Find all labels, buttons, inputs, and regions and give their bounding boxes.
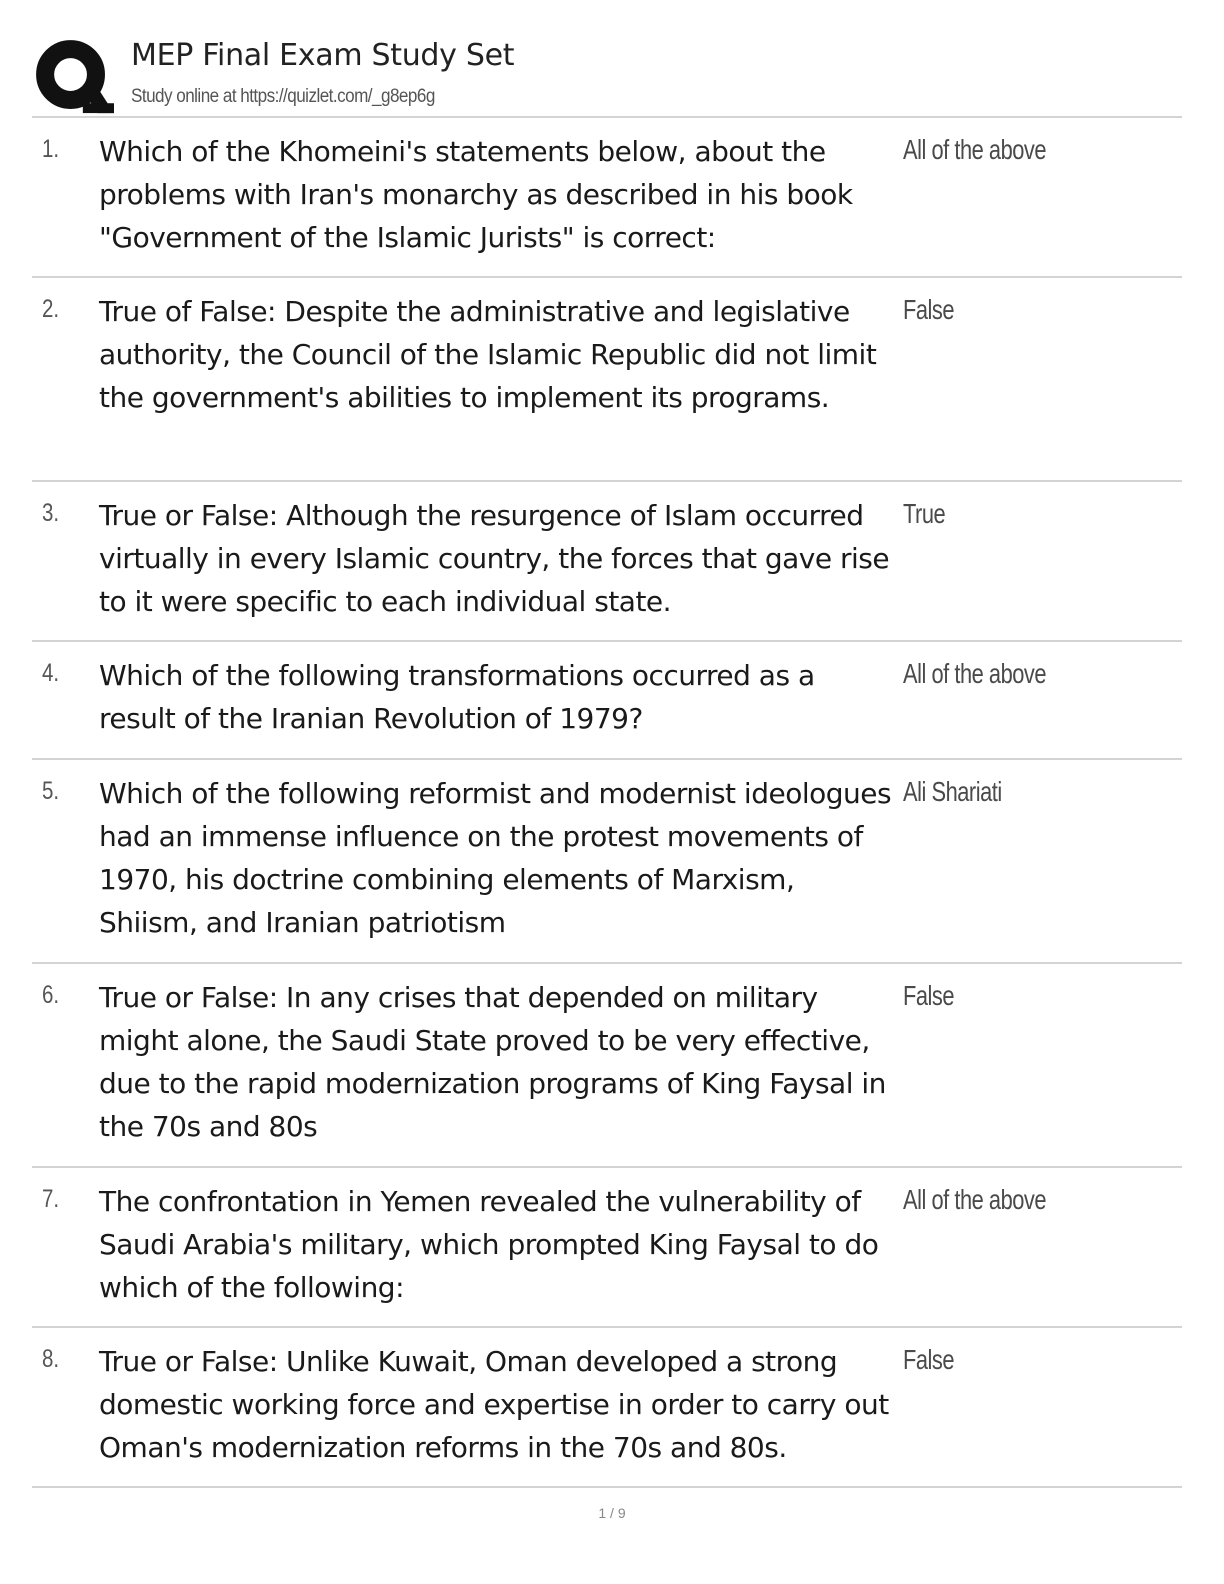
study-online-link[interactable]: Study online at https://quizlet.com/_g8ep6g (131, 86, 435, 107)
term-answer: All of the above (903, 1184, 1047, 1215)
page-indicator: 1 / 9 (598, 1505, 626, 1521)
quizlet-logo-icon (32, 36, 114, 118)
term-number: 7. (42, 1185, 60, 1213)
term-number: 1. (42, 135, 60, 163)
term-item-2 (32, 278, 1182, 482)
term-question: True or False: Although the resurgence of Islam occurred virtually in every Islamic country, the forces that gave rise to it were specific to each individual state. (99, 499, 890, 618)
term-question: True or False: In any crises that depended on military might alone, the Saudi State proved to be very effective, due to the rapid modernization programs of King Faysal in the 70s and 80s (99, 981, 886, 1143)
term-answer: False (903, 980, 955, 1011)
term-item-1 (32, 118, 1182, 278)
term-item-4 (32, 642, 1182, 760)
term-question: Which of the following transformations occurred as a result of the Iranian Revolution of 1979? (99, 659, 815, 735)
term-number: 3. (42, 499, 60, 527)
term-answer: False (903, 294, 955, 325)
term-question: True of False: Despite the administrative and legislative authority, the Council of the Islamic Republic did not limit the government's abilities to implement its programs. (99, 295, 877, 414)
page-title: MEP Final Exam Study Set (131, 38, 515, 73)
term-item-5 (32, 760, 1182, 964)
term-question: The confrontation in Yemen revealed the vulnerability of Saudi Arabia's military, which prompted King Faysal to do which of the following: (99, 1185, 879, 1304)
term-item-8 (32, 1328, 1182, 1488)
term-list (32, 118, 1182, 1488)
term-number: 8. (42, 1345, 60, 1373)
term-number: 5. (42, 777, 60, 805)
term-answer: All of the above (903, 658, 1047, 689)
term-number: 6. (42, 981, 60, 1009)
header (32, 30, 1182, 118)
term-answer: Ali Shariati (903, 776, 1002, 807)
term-item-3 (32, 482, 1182, 642)
term-answer: False (903, 1344, 955, 1375)
term-answer: True (903, 498, 946, 529)
term-question: Which of the Khomeini's statements below, about the problems with Iran's monarchy as described in his book "Government of the Islamic Jurists" is correct: (99, 135, 853, 254)
term-question: Which of the following reformist and modernist ideologues had an immense influence on the protest movements of 1970, his doctrine combining elements of Marxism, Shiism, and Iranian patriotism (99, 777, 892, 939)
term-answer: All of the above (903, 134, 1047, 165)
term-number: 2. (42, 295, 60, 323)
term-number: 4. (42, 659, 60, 687)
term-question: True or False: Unlike Kuwait, Oman developed a strong domestic working force and expertise in order to carry out Oman's modernization reforms in the 70s and 80s. (99, 1345, 889, 1464)
term-item-6 (32, 964, 1182, 1168)
term-item-7 (32, 1168, 1182, 1328)
